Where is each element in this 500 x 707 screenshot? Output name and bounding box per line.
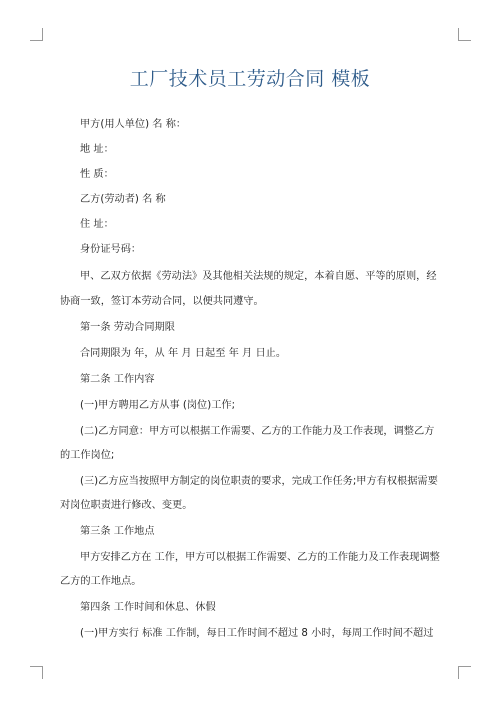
page-corner-mark-top-right — [458, 28, 471, 41]
work-location-line-1: 甲方安排乙方在 工作，甲方可以根据工作需要、乙方的工作能力及工作表现调整 — [80, 552, 440, 563]
work-content-item-1: (一)甲方聘用乙方从事 (岗位)工作; — [80, 400, 236, 411]
article-3-heading: 第三条 工作地点 — [80, 526, 155, 537]
work-content-item-2-line-2: 的工作岗位; — [60, 450, 115, 461]
party-b-name-line: 乙方(劳动者) 名 称 — [80, 194, 166, 205]
preamble-line-1: 甲、乙双方依据《劳动法》及其他相关法规的规定，本着自愿、平等的原则，经 — [80, 271, 437, 282]
page-corner-mark-bottom-right — [458, 666, 471, 679]
party-b-address-line: 住 址： — [80, 219, 114, 230]
work-content-item-2-line-1: (二)乙方同意：甲方可以根据工作需要、乙方的工作能力及工作表现，调整乙方 — [80, 426, 435, 437]
party-a-nature-line: 性 质： — [80, 169, 114, 180]
contract-term-line: 合同期限为 年，从 年 月 日起至 年 月 日止。 — [80, 348, 287, 359]
article-4-heading: 第四条 工作时间和休息、休假 — [80, 602, 216, 613]
work-content-item-3-line-2: 对岗位职责进行修改、变更。 — [60, 500, 193, 511]
party-a-address-line: 地 址： — [80, 144, 114, 155]
work-content-item-3-line-1: (三)乙方应当按照甲方制定的岗位职责的要求，完成工作任务;甲方有权根据需要 — [80, 476, 438, 487]
page-corner-mark-top-left — [30, 28, 43, 41]
working-hours-item-1: (一)甲方实行 标准 工作制，每日工作时间不超过 8 小时，每周工作时间不超过 — [80, 628, 434, 639]
preamble-line-2: 协商一致，签订本劳动合同，以便共同遵守。 — [60, 296, 264, 307]
page-corner-mark-bottom-left — [30, 666, 43, 679]
document-title: 工厂技术员工劳动合同 模板 — [129, 68, 371, 90]
article-2-heading: 第二条 工作内容 — [80, 374, 155, 385]
article-1-heading: 第一条 劳动合同期限 — [80, 322, 175, 333]
party-b-id-number-line: 身份证号码： — [80, 244, 142, 255]
work-location-line-2: 乙方的工作地点。 — [60, 576, 142, 587]
party-a-name-line: 甲方(用人单位) 名 称： — [80, 119, 187, 130]
